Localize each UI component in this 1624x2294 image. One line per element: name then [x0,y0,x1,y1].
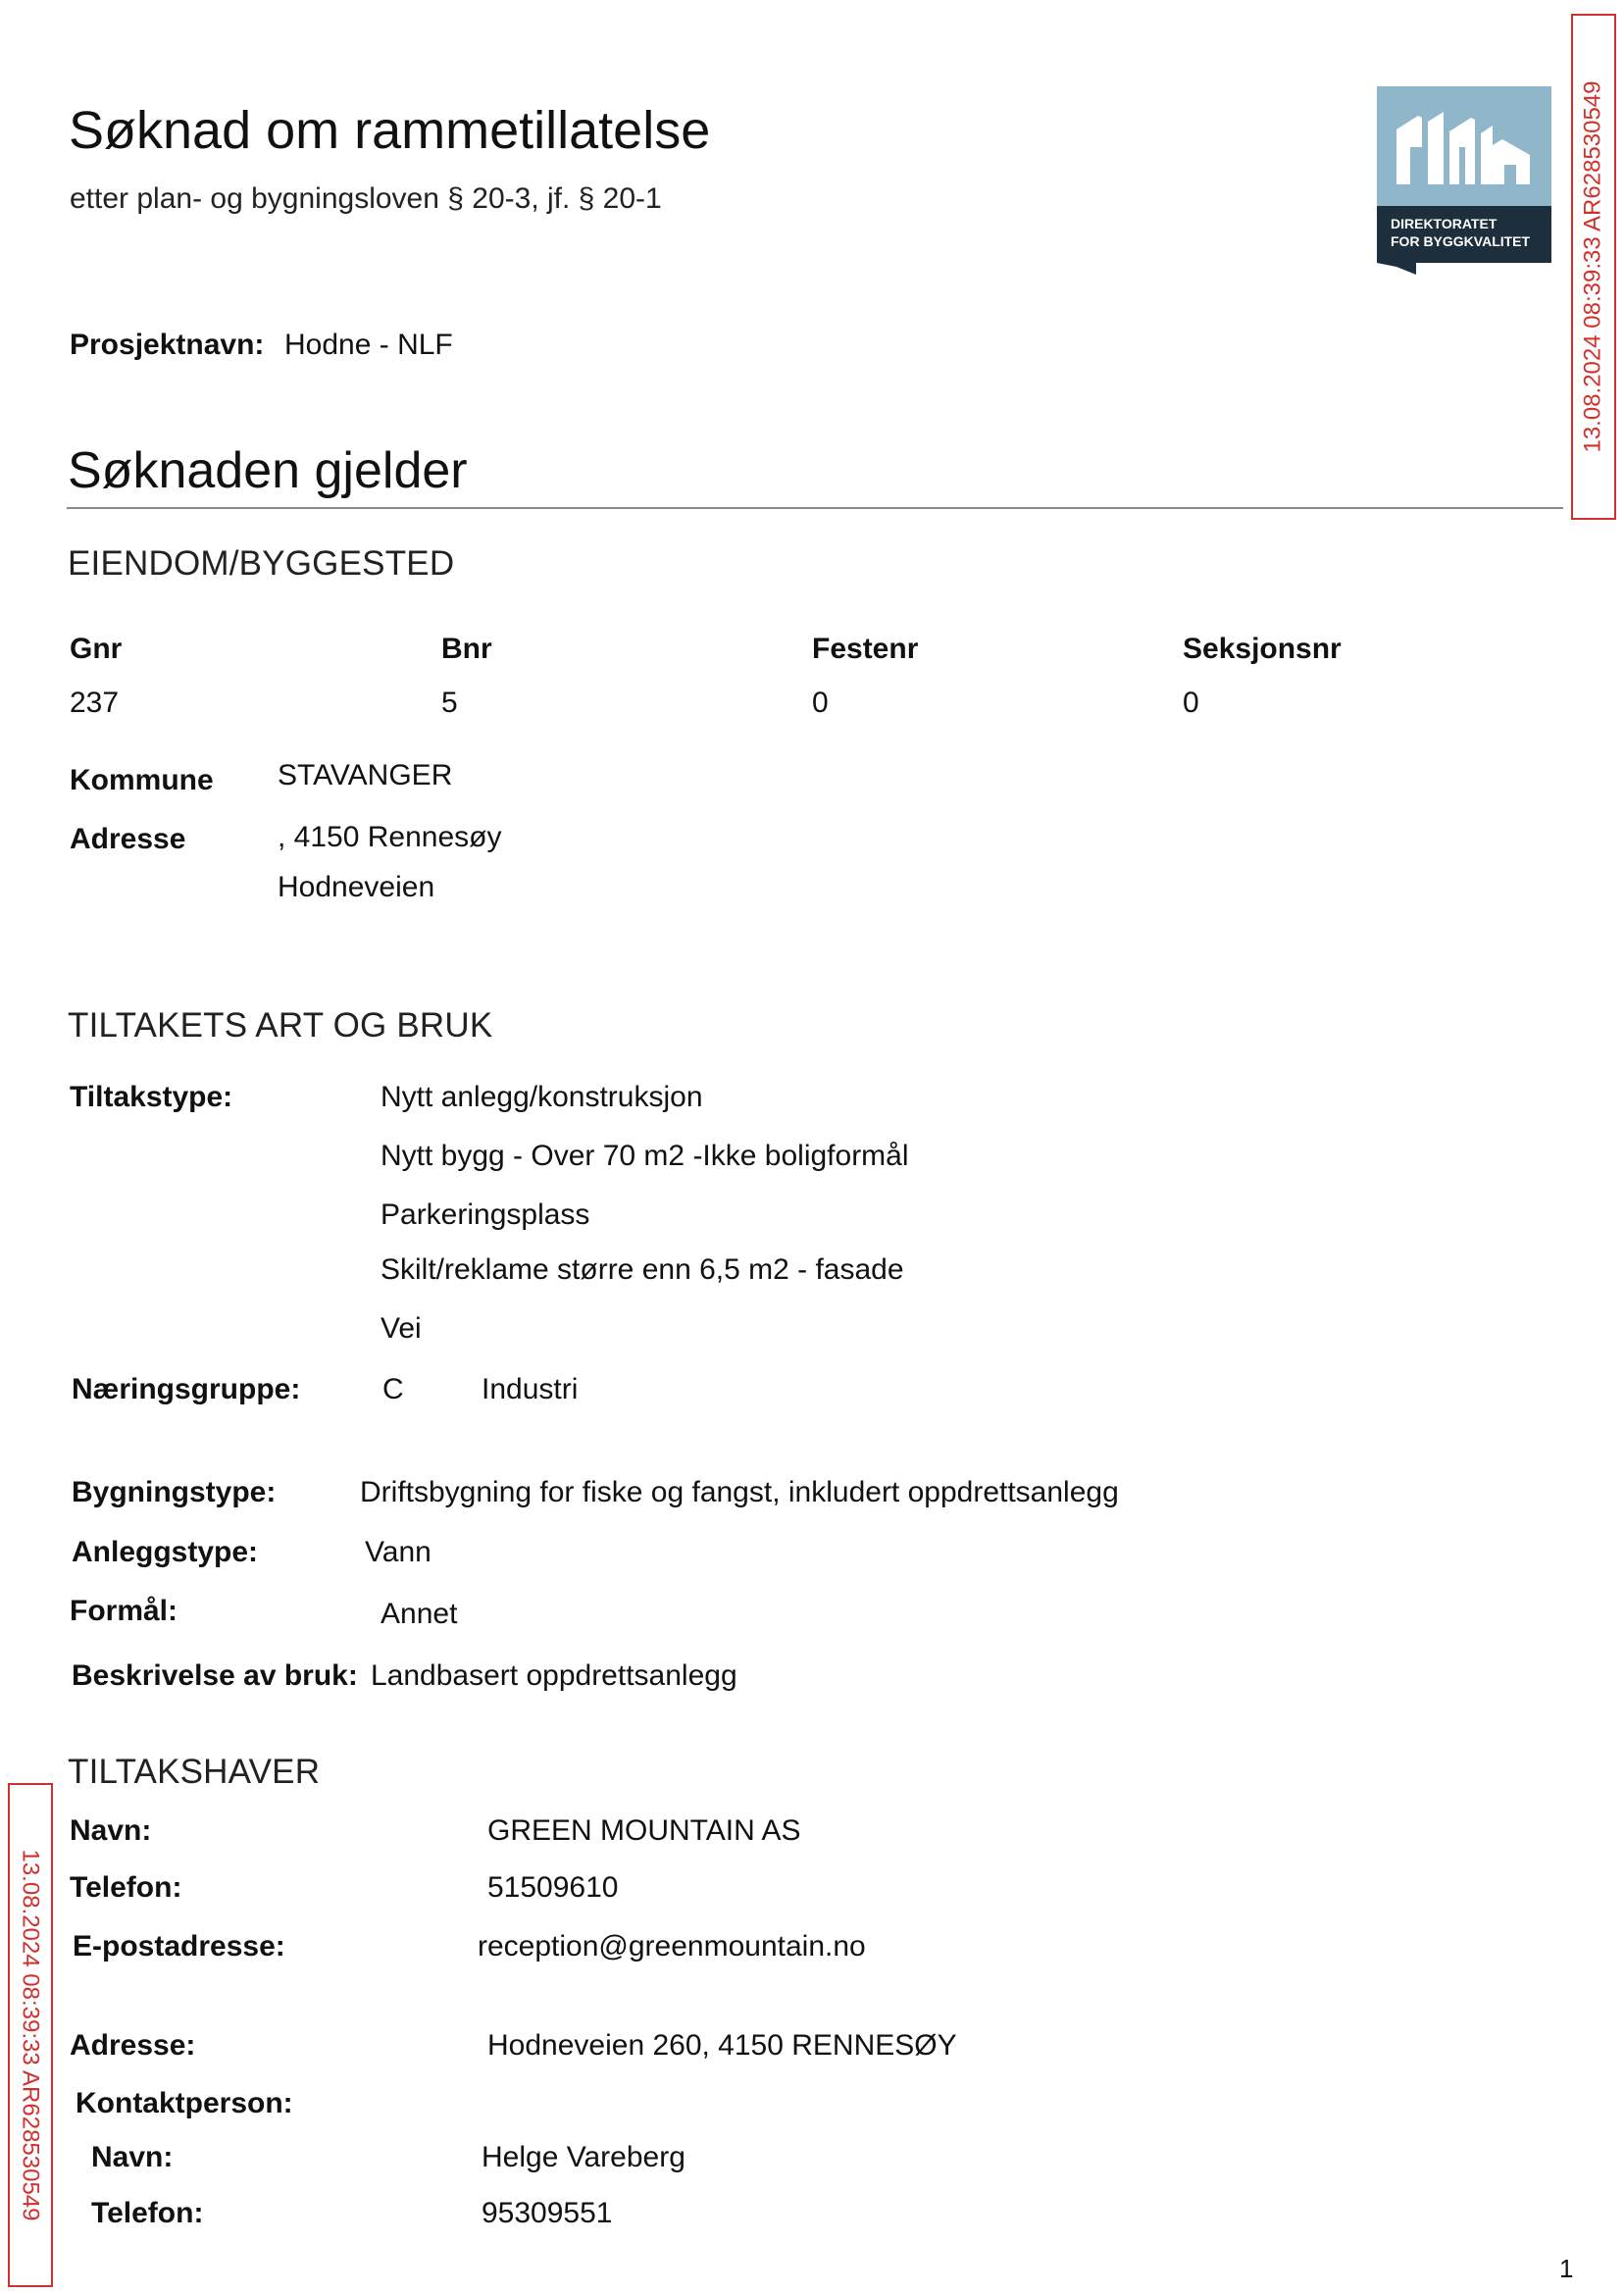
telefon-label: Telefon: [70,1871,182,1904]
tiltakstype-item: Nytt anlegg/konstruksjon [381,1081,703,1113]
naeringsgruppe-code: C [382,1373,404,1405]
tiltakstype-item: Vei [381,1312,422,1345]
anleggstype-label: Anleggstype: [72,1536,259,1568]
adresse-line2: Hodneveien [278,871,435,903]
formal-value: Annet [381,1598,458,1630]
bnr-label: Bnr [441,633,492,665]
tiltakstype-item: Nytt bygg - Over 70 m2 -Ikke boligformål [381,1140,909,1172]
seksjonsnr-label: Seksjonsnr [1183,633,1342,665]
epost-label: E-postadresse: [73,1930,285,1963]
kommune-label: Kommune [70,764,214,796]
telefon-value: 51509610 [487,1871,619,1904]
stamp-text-left: 13.08.2024 08:39:33 AR628530549 [18,1849,44,2221]
formal-label: Formål: [70,1595,178,1627]
seksjonsnr-value: 0 [1183,687,1199,719]
tiltakstype-item: Parkeringsplass [381,1198,590,1231]
beskrivelse-label: Beskrivelse av bruk: [72,1659,358,1692]
festenr-value: 0 [812,687,829,719]
document-title: Søknad om rammetillatelse [69,101,711,160]
kontakt-navn-value: Helge Vareberg [482,2141,685,2173]
tiltakshaver-adresse-label: Adresse: [70,2029,196,2062]
bygningstype-label: Bygningstype: [72,1476,277,1508]
page-number: 1 [1559,2254,1574,2283]
property-heading: EIENDOM/BYGGESTED [68,544,455,583]
naeringsgruppe-value: Industri [482,1373,579,1405]
logo-line1: DIREKTORATET [1391,216,1497,231]
tiltak-heading: TILTAKETS ART OG BRUK [68,1006,493,1045]
adresse-label: Adresse [70,823,186,855]
bygningstype-value: Driftsbygning for fiske og fangst, inkludert oppdrettsanlegg [360,1476,1119,1508]
kontakt-navn-label: Navn: [91,2141,174,2173]
navn-value: GREEN MOUNTAIN AS [487,1814,801,1847]
document-subtitle: etter plan- og bygningsloven § 20-3, jf. § 20-1 [70,182,662,215]
bnr-value: 5 [441,687,458,719]
project-value: Hodne - NLF [284,329,453,361]
adresse-line1: , 4150 Rennesøy [278,821,502,853]
epost-value: reception@greenmountain.no [478,1930,866,1963]
dibk-logo-icon [1377,86,1551,275]
gnr-value: 237 [70,687,120,719]
section-title: Søknaden gjelder [68,442,468,499]
dibk-logo [1377,86,1551,275]
tiltakshaver-heading: TILTAKSHAVER [68,1753,321,1791]
kontakt-telefon-value: 95309551 [482,2197,613,2229]
timestamp-stamp-left [8,1783,53,2287]
tiltakstype-label: Tiltakstype: [70,1081,233,1113]
gnr-label: Gnr [70,633,123,665]
tiltakshaver-adresse-value: Hodneveien 260, 4150 RENNESØY [487,2029,957,2062]
kontaktperson-label: Kontaktperson: [76,2087,293,2119]
festenr-label: Festenr [812,633,919,665]
section-divider [67,507,1563,509]
navn-label: Navn: [70,1814,152,1847]
beskrivelse-value: Landbasert oppdrettsanlegg [371,1659,737,1692]
naeringsgruppe-label: Næringsgruppe: [72,1373,301,1405]
tiltakstype-item: Skilt/reklame større enn 6,5 m2 - fasade [381,1253,904,1286]
logo-line2: FOR BYGGKVALITET [1391,233,1531,249]
kontakt-telefon-label: Telefon: [91,2197,204,2229]
anleggstype-value: Vann [365,1536,431,1568]
project-label: Prosjektnavn: [70,329,265,361]
timestamp-stamp-right [1571,14,1616,520]
kommune-value: STAVANGER [278,759,453,791]
stamp-text-right: 13.08.2024 08:39:33 AR628530549 [1580,80,1606,453]
